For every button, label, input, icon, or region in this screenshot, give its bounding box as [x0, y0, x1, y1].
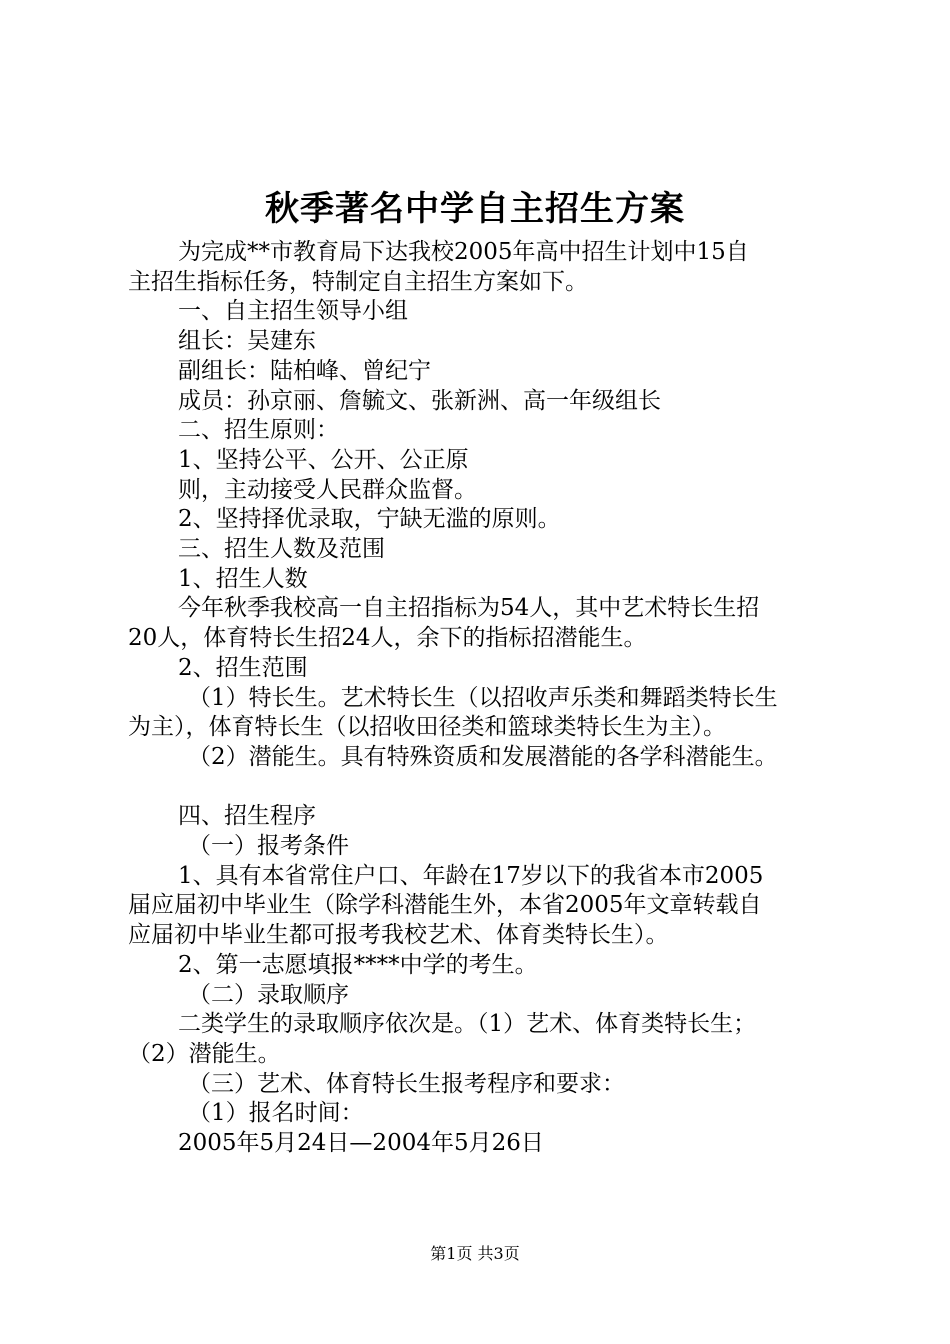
paragraph-line: 为主），体育特长生（以招收田径类和篮球类特长生为主）。: [128, 714, 726, 741]
paragraph-line: 届应届初中毕业生（除学科潜能生外，本省2005年文章转载自: [128, 892, 762, 919]
paragraph-line: 二类学生的录取顺序依次是。（1）艺术、体育类特长生；: [178, 1011, 757, 1038]
paragraph-line: 1、具有本省常住户口、年龄在17岁以下的我省本市2005: [178, 862, 764, 889]
paragraph-line: 1、招生人数: [178, 565, 308, 592]
paragraph-line: 主招生指标任务，特制定自主招生方案如下。: [128, 268, 588, 295]
paragraph-line: 成员：孙京丽、詹毓文、张新洲、高一年级组长: [178, 387, 661, 414]
paragraph-line: 2、第一志愿填报****中学的考生。: [178, 951, 538, 978]
paragraph-line: （一）报考条件: [188, 833, 349, 860]
paragraph-line: 则，主动接受人民群众监督。: [178, 476, 477, 503]
paragraph-line: 2、坚持择优录取，宁缺无滥的原则。: [178, 506, 561, 533]
paragraph-line: 2、招生范围: [178, 654, 308, 681]
paragraph-line: （1）特长生。艺术特长生（以招收声乐类和舞蹈类特长生: [188, 684, 778, 711]
paragraph-line: （2）潜能生。: [128, 1040, 281, 1067]
document-body: [128, 238, 833, 1159]
paragraph-line: 1、坚持公平、公开、公正原: [178, 446, 469, 473]
paragraph-line: 2005年5月24日—2004年5月26日: [178, 1130, 544, 1157]
paragraph-line: 组长：吴建东: [178, 328, 316, 355]
paragraph-line: 应届初中毕业生都可报考我校艺术、体育类特长生）。: [128, 922, 669, 949]
paragraph-line: （2）潜能生。具有特殊资质和发展潜能的各学科潜能生。: [188, 743, 778, 770]
paragraph-line: 今年秋季我校高一自主招指标为54人，其中艺术特长生招: [178, 595, 760, 622]
section-heading: 四、招生程序: [178, 803, 316, 830]
paragraph-line: 20人，体育特长生招24人，余下的指标招潜能生。: [128, 625, 647, 652]
paragraph-line: 为完成**市教育局下达我校2005年高中招生计划中15自: [178, 239, 749, 265]
paragraph-line: （二）录取顺序: [188, 981, 349, 1008]
paragraph-line: 副组长：陆柏峰、曾纪宁: [178, 357, 431, 384]
section-heading: 一、自主招生领导小组: [178, 298, 408, 325]
paragraph-line: （三）艺术、体育特长生报考程序和要求：: [188, 1070, 625, 1097]
blank-line: [128, 773, 833, 803]
document-title: 秋季著名中学自主招生方案: [265, 189, 685, 229]
paragraph-line: （1）报名时间：: [188, 1100, 364, 1127]
section-heading: 三、招生人数及范围: [178, 536, 385, 563]
section-heading: 二、招生原则：: [178, 417, 339, 444]
page-footer: 第1页 共3页: [430, 1244, 520, 1263]
